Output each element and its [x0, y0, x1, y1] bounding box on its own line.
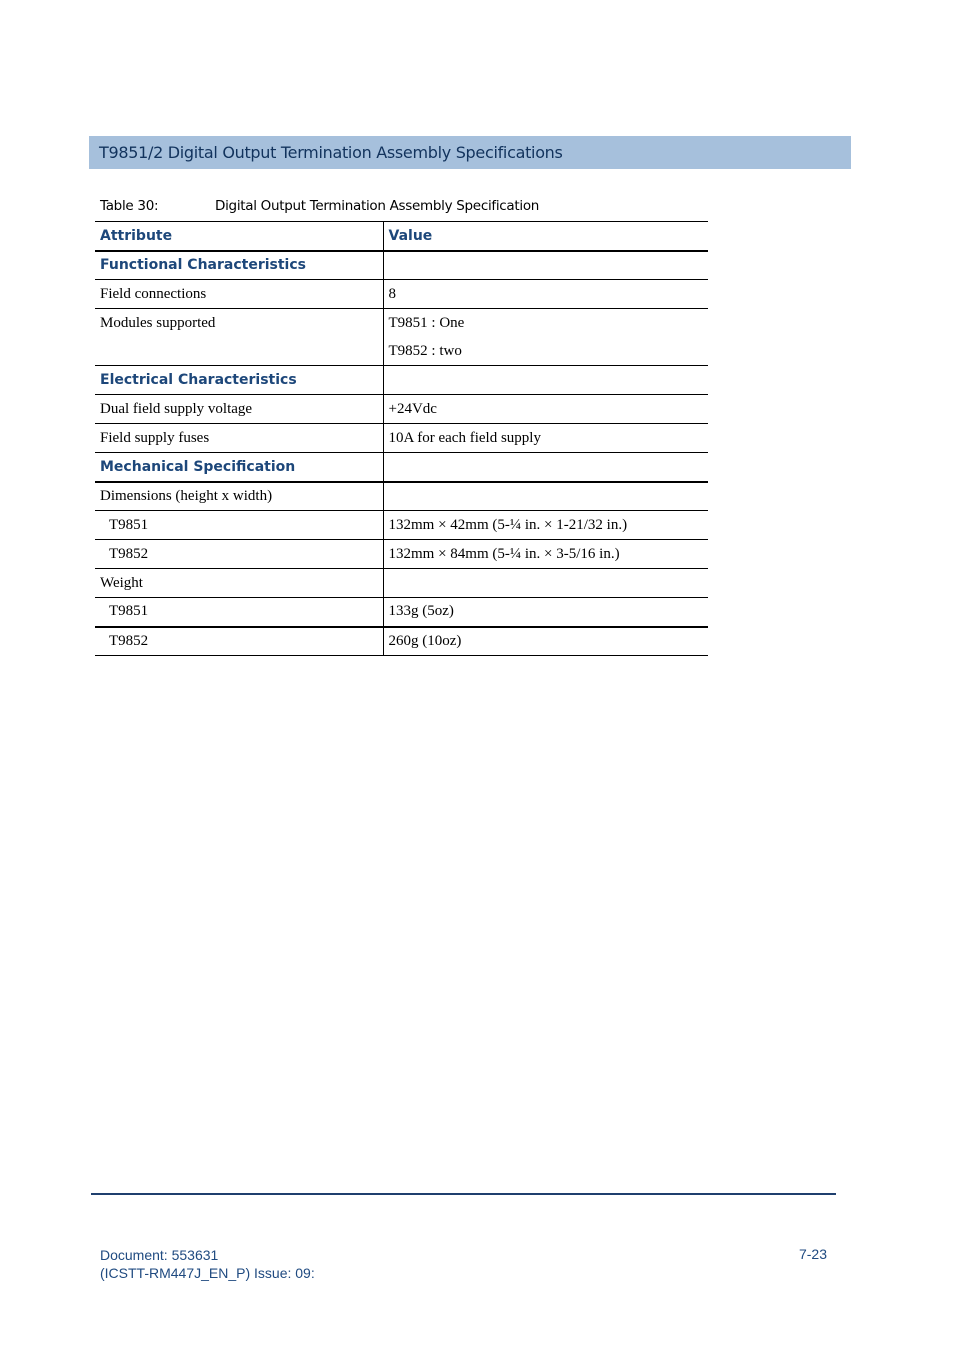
value-cell: 260g (10oz) — [383, 627, 708, 656]
footer-issue: (ICSTT-RM447J_EN_P) Issue: 09: — [100, 1265, 315, 1281]
table-row — [95, 598, 708, 627]
attribute-cell: Dimensions (height x width) — [95, 482, 383, 511]
footer-document-number: Document: 553631 — [100, 1247, 219, 1263]
table-number: Table 30: — [100, 198, 159, 214]
table-title: Digital Output Termination Assembly Specification — [215, 198, 540, 214]
attribute-cell: T9852 — [95, 627, 383, 656]
spec-table — [95, 221, 708, 656]
group-heading: Functional Characteristics — [95, 251, 383, 280]
header-attribute: Attribute — [95, 222, 383, 251]
value-cell: 133g (5oz) — [383, 598, 708, 627]
value-cell: 10A for each field supply — [383, 424, 708, 453]
table-row — [95, 482, 708, 511]
table-row — [95, 540, 708, 569]
table-row — [95, 424, 708, 453]
table-row — [95, 569, 708, 598]
footer-divider — [91, 1193, 836, 1195]
attribute-cell: Field supply fuses — [95, 424, 383, 453]
table-caption — [100, 198, 539, 214]
group-heading: Electrical Characteristics — [95, 366, 383, 395]
value-cell — [383, 309, 708, 366]
attribute-cell: T9851 — [95, 598, 383, 627]
value-cell — [383, 366, 708, 395]
table-row — [95, 251, 708, 280]
value-line: T9851 : One — [388, 315, 465, 331]
footer-page-number: 7-23 — [798, 1246, 827, 1262]
table-row — [95, 309, 708, 366]
table-row — [95, 453, 708, 482]
attribute-cell: Dual field supply voltage — [95, 395, 383, 424]
value-cell — [383, 482, 708, 511]
attribute-cell: Field connections — [95, 280, 383, 309]
table-row — [95, 366, 708, 395]
value-cell — [383, 251, 708, 280]
table-header-row — [95, 222, 708, 251]
footer-document-info — [100, 1246, 315, 1282]
attribute-cell: T9852 — [95, 540, 383, 569]
value-cell — [383, 569, 708, 598]
value-line: T9852 : two — [388, 343, 462, 359]
value-cell: 132mm × 42mm (5-¼ in. × 1-21/32 in.) — [383, 511, 708, 540]
value-cell: 132mm × 84mm (5-¼ in. × 3-5/16 in.) — [383, 540, 708, 569]
value-cell: 8 — [383, 280, 708, 309]
attribute-cell: Modules supported — [95, 309, 383, 366]
group-heading: Mechanical Specification — [95, 453, 383, 482]
header-value: Value — [383, 222, 708, 251]
attribute-cell: Weight — [95, 569, 383, 598]
table-row — [95, 511, 708, 540]
table-row — [95, 627, 708, 656]
table-row — [95, 280, 708, 309]
attribute-cell: T9851 — [95, 511, 383, 540]
section-banner — [89, 136, 851, 169]
value-cell — [383, 453, 708, 482]
value-cell: +24Vdc — [383, 395, 708, 424]
table-row — [95, 395, 708, 424]
section-title: T9851/2 Digital Output Termination Assembly Specifications — [99, 143, 563, 162]
